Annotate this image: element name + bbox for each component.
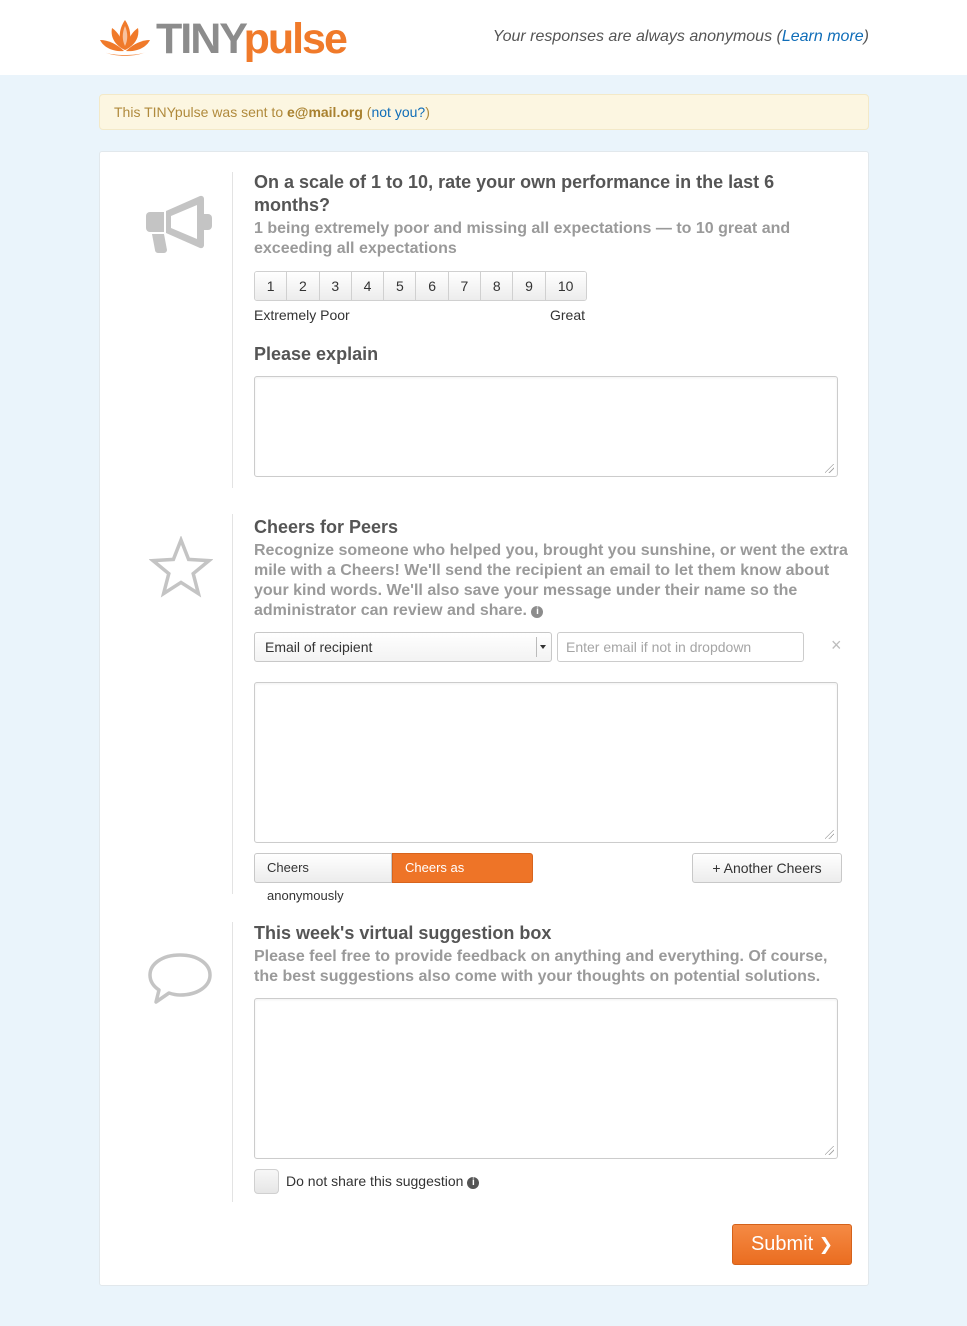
recipient-email-input[interactable] xyxy=(557,632,804,662)
rating-button-10[interactable]: 10 xyxy=(546,272,586,300)
brand-pulse: pulse xyxy=(243,15,346,63)
megaphone-icon xyxy=(144,192,214,254)
not-you-link[interactable]: not you? xyxy=(371,104,426,120)
notice-prefix: This TINYpulse was sent to xyxy=(114,104,287,120)
cheers-description xyxy=(254,541,864,621)
anonymity-note xyxy=(493,28,869,46)
q1-sub-line2: exceeding all expectations xyxy=(254,240,457,257)
rating-scale xyxy=(254,271,587,301)
q1-title-line2: months? xyxy=(254,195,330,215)
suggestion-title: This week's virtual suggestion box xyxy=(254,923,552,943)
explain-textarea[interactable] xyxy=(254,376,838,477)
brand-tiny: TINY xyxy=(156,15,244,63)
info-icon[interactable]: i xyxy=(531,606,543,618)
cheers-as-user-button[interactable]: Cheers as e@mail.org xyxy=(392,853,533,883)
do-not-share-checkbox[interactable] xyxy=(254,1169,279,1194)
section-divider xyxy=(232,172,233,488)
recipient-notice xyxy=(99,94,869,130)
another-cheers-button[interactable]: + Another Cheers xyxy=(692,853,842,883)
do-not-share-text: Do not share this suggestion xyxy=(286,1173,464,1189)
cheers-desc-line: mile with a Cheers! We'll send the recipient an email to let them know about xyxy=(254,562,830,579)
rating-button-6[interactable]: 6 xyxy=(416,272,448,300)
tinypulse-logo[interactable] xyxy=(98,16,346,66)
anonymity-close: ) xyxy=(863,28,869,45)
do-not-share-label xyxy=(286,1173,479,1189)
cheers-desc-line: Recognize someone who helped you, brought you sunshine, or went the extra xyxy=(254,542,848,559)
learn-more-link[interactable]: Learn more xyxy=(781,28,864,45)
resize-grip-icon[interactable] xyxy=(825,1146,834,1155)
rating-button-1[interactable]: 1 xyxy=(255,272,287,300)
rating-button-3[interactable]: 3 xyxy=(320,272,352,300)
notice-suffix: ) xyxy=(425,104,430,120)
close-icon[interactable]: × xyxy=(831,635,842,655)
cheers-anonymously-button[interactable]: Cheers anonymously xyxy=(254,853,392,883)
notice-email: e@mail.org xyxy=(287,104,363,120)
recipient-select-value: Email of recipient xyxy=(265,639,373,655)
section-divider xyxy=(232,514,233,894)
rating-button-2[interactable]: 2 xyxy=(287,272,319,300)
scale-low-label: Extremely Poor xyxy=(254,307,350,323)
suggestion-desc-line: the best suggestions also come with your thoughts on potential solutions. xyxy=(254,968,821,985)
lotus-icon xyxy=(98,16,152,60)
cheers-mode-toggle xyxy=(254,853,533,903)
cheers-title: Cheers for Peers xyxy=(254,517,399,537)
notice-gap: ( xyxy=(362,104,372,120)
submit-label: Submit xyxy=(750,1233,814,1255)
q1-sub-line1: 1 being extremely poor and missing all expectations — to 10 great and xyxy=(254,220,791,237)
suggestion-desc-line: Please feel free to provide feedback on anything and everything. Of course, xyxy=(254,948,828,965)
q1-title-line1: On a scale of 1 to 10, rate your own performance in the last 6 xyxy=(254,172,775,192)
star-icon xyxy=(149,536,213,598)
submit-button[interactable] xyxy=(732,1224,852,1265)
resize-grip-icon[interactable] xyxy=(825,464,834,473)
rating-button-5[interactable]: 5 xyxy=(384,272,416,300)
chevron-down-icon xyxy=(536,637,548,657)
suggestion-description xyxy=(254,947,864,987)
chevron-right-icon: ❯ xyxy=(818,1235,834,1254)
resize-grip-icon[interactable] xyxy=(825,830,834,839)
q1-title xyxy=(254,171,774,217)
suggestion-textarea[interactable] xyxy=(254,998,838,1159)
rating-button-9[interactable]: 9 xyxy=(513,272,545,300)
cheers-desc-line: your kind words. We'll also save your message under their name so the xyxy=(254,582,798,599)
header xyxy=(0,0,967,75)
rating-button-8[interactable]: 8 xyxy=(481,272,513,300)
anonymity-text: Your responses are always anonymous ( xyxy=(492,28,782,45)
q1-subtitle xyxy=(254,219,790,259)
info-icon[interactable]: i xyxy=(467,1177,479,1189)
explain-title: Please explain xyxy=(254,344,379,364)
recipient-select[interactable] xyxy=(254,632,552,662)
speech-bubble-icon xyxy=(146,950,214,1008)
scale-high-label: Great xyxy=(550,307,586,323)
rating-button-7[interactable]: 7 xyxy=(449,272,481,300)
rating-button-4[interactable]: 4 xyxy=(352,272,384,300)
cheers-textarea[interactable] xyxy=(254,682,838,843)
cheers-desc-line: administrator can review and share. xyxy=(254,602,527,619)
survey-card xyxy=(99,151,869,1286)
section-divider xyxy=(232,922,233,1202)
